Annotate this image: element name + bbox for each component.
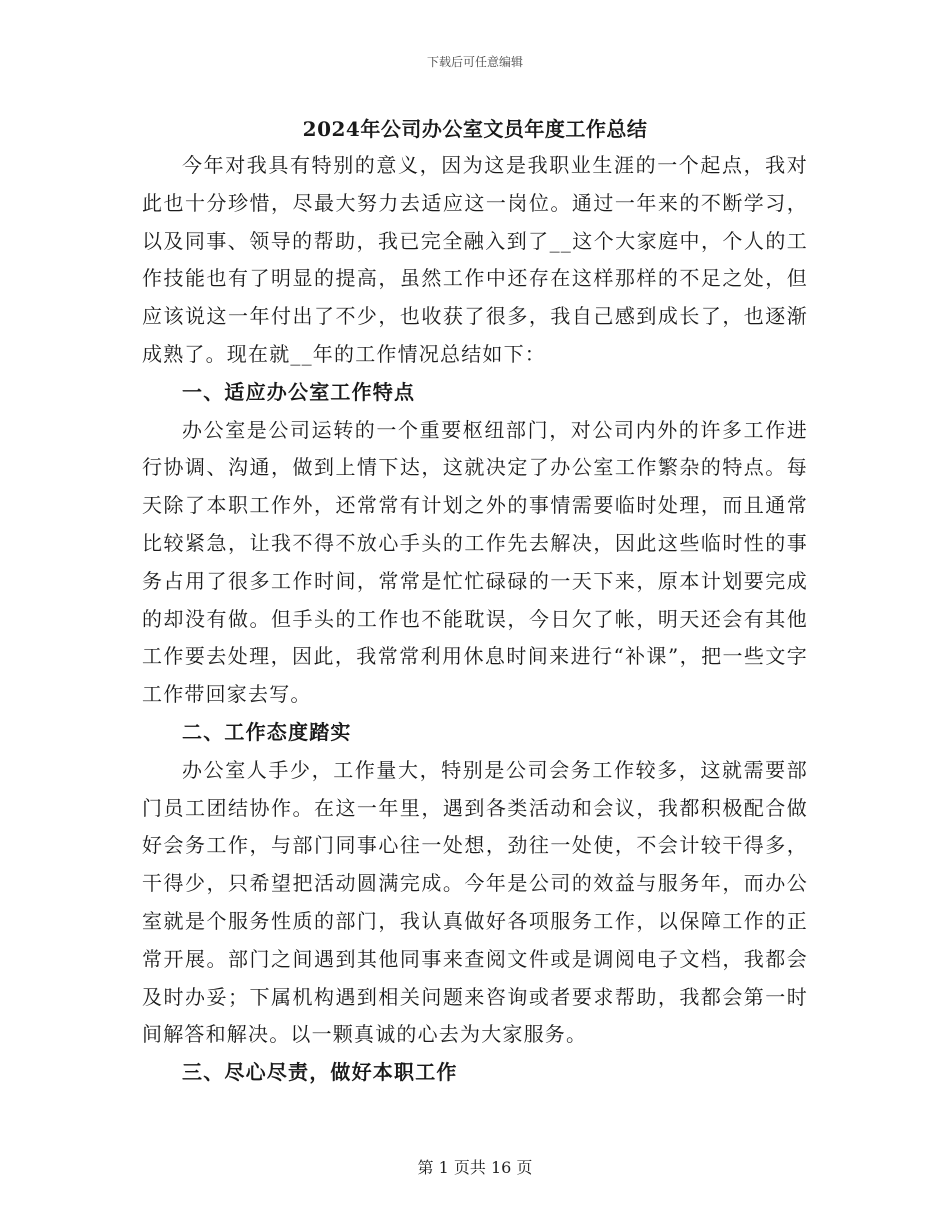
- section-2-paragraph: 办公室人手少，工作量大，特别是公司会务工作较多，这就需要部门员工团结协作。在这一年里，遇到各类活动和会议，我都积极配合做好会务工作，与部门同事心往一处想，劲往一处使，不会计较干得多，干得少，只希望把活动圆满完成。今年是公司的效益与服务年，而办公室就是个服务性质的部门，我认真做好各项服务工作，以保障工作的正常开展。部门之间遇到其他同事来查阅文件或是调阅电子文档，我都会及时办妥；下属机构遇到相关问题来咨询或者要求帮助，我都会第一时间解答和解决。以一颗真诚的心去为大家服务。: [142, 757, 808, 1047]
- section-heading-2: 二、工作态度踏实: [182, 719, 352, 744]
- section-1-paragraph: 办公室是公司运转的一个重要枢纽部门，对公司内外的许多工作进行协调、沟通，做到上情下达，这就决定了办公室工作繁杂的特点。每天除了本职工作外，还常常有计划之外的事情需要临时处理，而且通常比较紧急，让我不得不放心手头的工作先去解决，因此这些临时性的事务占用了很多工作时间，常常是忙忙碌碌的一天下来，原本计划要完成的却没有做。但手头的工作也不能耽误，今日欠了帐，明天还会有其他工作要去处理，因此，我常常利用休息时间来进行“补课”，把一些文字工作带回家去写。: [142, 417, 808, 707]
- section-heading-3: 三、尽心尽责，做好本职工作: [182, 1060, 458, 1085]
- section-heading-1: 一、适应办公室工作特点: [182, 379, 416, 404]
- document-title: 2024年公司办公室文员年度工作总结: [302, 117, 648, 141]
- intro-paragraph: 今年对我具有特别的意义，因为这是我职业生涯的一个起点，我对此也十分珍惜，尽最大努力去适应这一岗位。通过一年来的不断学习，以及同事、领导的帮助，我已完全融入到了__这个大家庭中，个人的工作技能也有了明显的提高，虽然工作中还存在这样那样的不足之处，但应该说这一年付出了不少，也收获了很多，我自己感到成长了，也逐渐成熟了。现在就__年的工作情况总结如下：: [142, 153, 808, 366]
- document-body: [142, 147, 808, 1092]
- header-note: 下载后可任意编辑: [426, 55, 523, 69]
- page-footer: 第 1 页共 16 页: [417, 1158, 533, 1177]
